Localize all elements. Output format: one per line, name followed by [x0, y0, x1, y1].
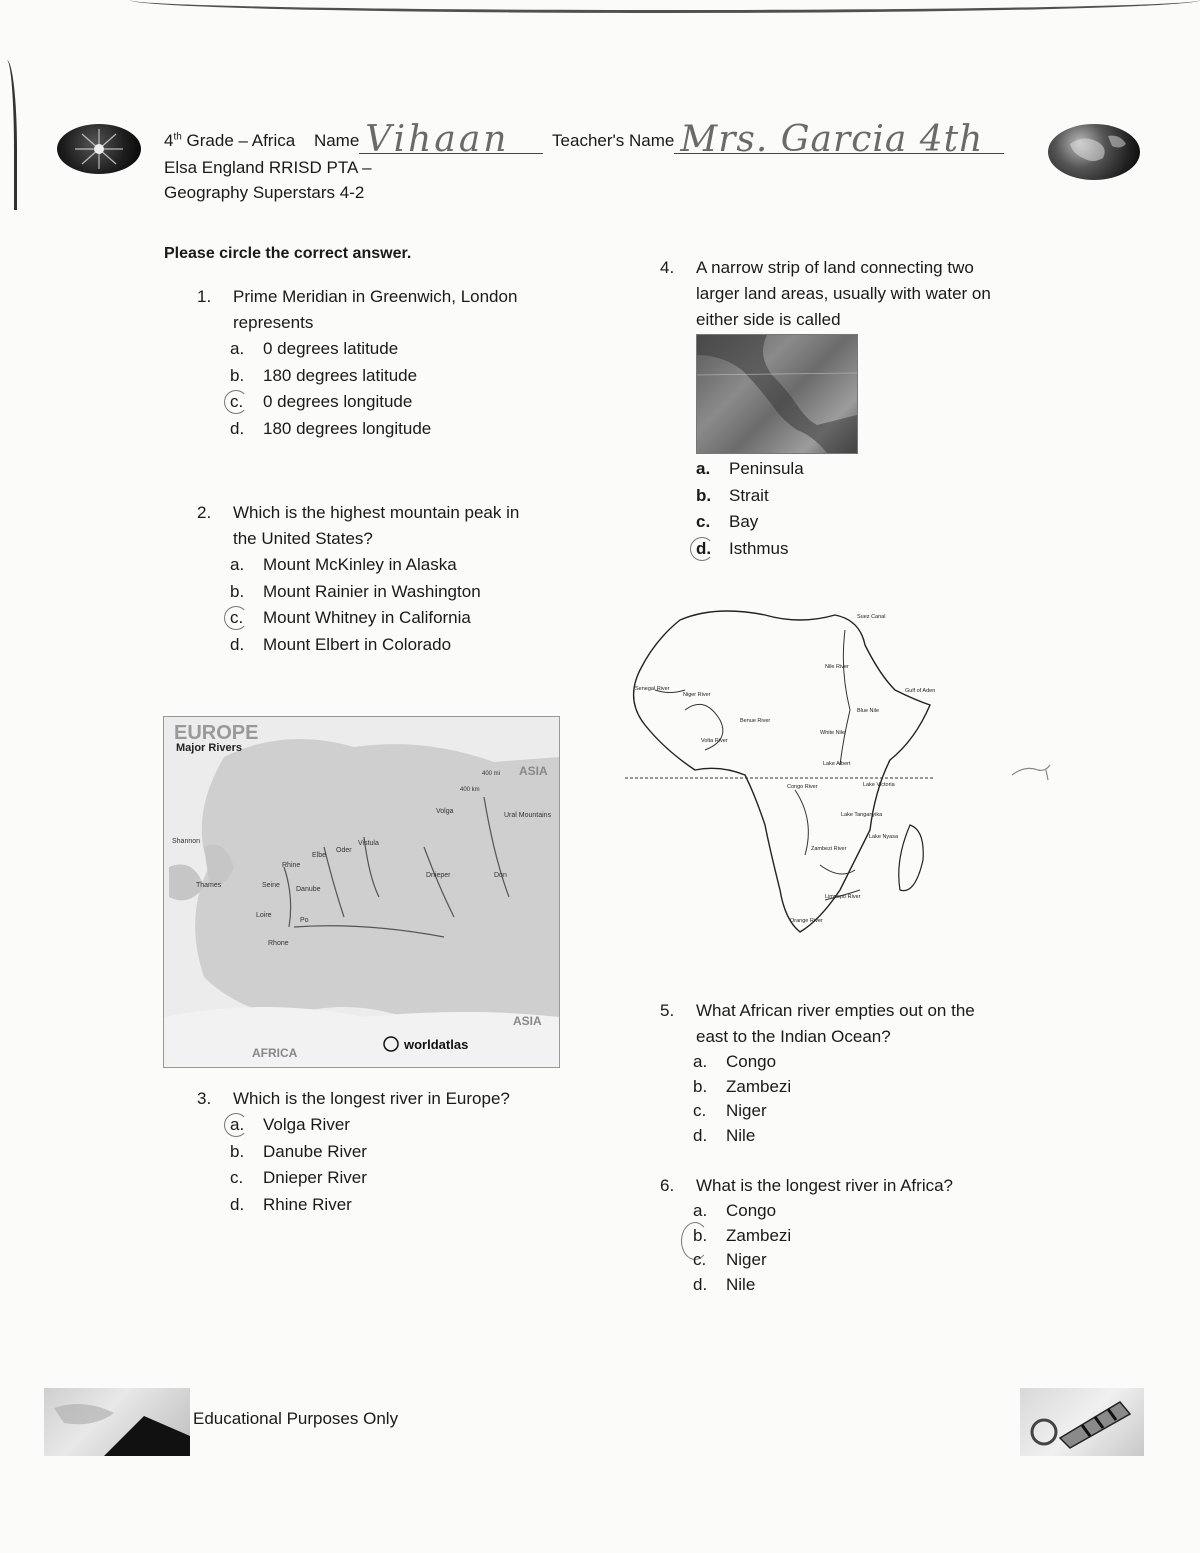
option-d[interactable]: [230, 632, 597, 659]
africa-label: Benue River: [740, 718, 771, 724]
question-3: [197, 1086, 597, 1219]
option-text: Danube River: [263, 1141, 367, 1161]
instructions: Please circle the correct answer.: [164, 245, 412, 262]
question-5: [660, 998, 1060, 1148]
africa-label: Zambezi River: [811, 846, 847, 852]
option-a[interactable]: [693, 1050, 1060, 1075]
option-letter: a.: [696, 459, 711, 478]
option-c[interactable]: [230, 389, 597, 416]
option-b[interactable]: [693, 1075, 1060, 1100]
option-letter: b.: [696, 485, 712, 505]
option-d[interactable]: [230, 1192, 597, 1219]
river-label: Thames: [196, 882, 222, 889]
options-list: [230, 552, 597, 659]
options-list: [230, 1112, 597, 1219]
option-a[interactable]: [230, 552, 597, 579]
europe-rivers-map: [163, 716, 560, 1068]
option-letter: b.: [693, 1225, 708, 1245]
africa-label: Lake Nyasa: [869, 834, 899, 840]
option-c[interactable]: [693, 1099, 1060, 1124]
option-letter: b.: [693, 1076, 708, 1096]
option-text: Mount McKinley in Alaska: [263, 555, 457, 574]
option-text: Dnieper River: [263, 1168, 367, 1188]
europe-map-subtitle: Major Rivers: [176, 742, 243, 754]
river-label: Ural Mountains: [504, 812, 552, 819]
question-text: either side is called: [696, 310, 841, 329]
question-text: Which is the longest river in Europe?: [233, 1089, 510, 1108]
scroll-telescope-icon: [1020, 1388, 1144, 1456]
option-c[interactable]: [693, 1248, 1060, 1273]
isthmus-satellite-image: [696, 334, 858, 454]
option-text: Bay: [729, 512, 759, 532]
option-text: Strait: [729, 485, 769, 505]
river-label: Don: [494, 872, 507, 879]
africa-label: Senegal River: [635, 686, 670, 692]
teacher-field[interactable]: [674, 119, 1004, 160]
africa-label: Orange River: [790, 918, 823, 924]
scan-left-edge: [0, 60, 17, 210]
africa-label: White Nile: [820, 730, 846, 736]
option-d[interactable]: [230, 416, 597, 443]
question-number: 6.: [660, 1176, 675, 1195]
option-c[interactable]: [696, 509, 896, 536]
options-list: [696, 456, 896, 563]
africa-label: Volta River: [701, 738, 728, 744]
option-text: Niger: [726, 1250, 767, 1269]
option-text: 0 degrees longitude: [263, 392, 413, 412]
option-letter: d.: [693, 1274, 708, 1294]
option-text: Volga River: [263, 1115, 350, 1134]
header-line-2: Elsa England RRISD PTA –: [164, 158, 372, 177]
option-letter: a.: [693, 1052, 708, 1071]
europe-map-title: EUROPE: [174, 722, 259, 744]
africa-label: Lake Tanganyika: [841, 812, 883, 818]
river-label: Seine: [262, 882, 280, 889]
pencil-stray-mark: [1010, 760, 1060, 785]
option-a[interactable]: [230, 1112, 597, 1139]
option-b[interactable]: [693, 1224, 1060, 1249]
option-text: Zambezi: [726, 1076, 792, 1096]
option-b[interactable]: [230, 363, 597, 390]
option-text: Isthmus: [729, 539, 789, 559]
africa-label: AFRICA: [252, 1046, 298, 1060]
question-number: 5.: [660, 1001, 675, 1020]
option-b[interactable]: [696, 483, 896, 510]
option-a[interactable]: [693, 1199, 1060, 1224]
question-text: east to the Indian Ocean?: [696, 1027, 891, 1046]
option-text: 0 degrees latitude: [263, 339, 399, 358]
river-label: Rhone: [268, 940, 289, 947]
africa-label: Blue Nile: [857, 708, 880, 714]
river-label: Shannon: [172, 838, 201, 845]
grade-rest: Grade – Africa: [181, 131, 296, 150]
grade-label: 4: [164, 131, 174, 150]
option-a[interactable]: [230, 336, 597, 363]
africa-label: Suez Canal: [857, 614, 886, 620]
option-c[interactable]: [230, 1165, 597, 1192]
africa-label: Gulf of Aden: [905, 688, 936, 694]
river-label: Elbe: [312, 852, 327, 859]
question-1: [197, 284, 597, 443]
question-number: 2.: [197, 503, 212, 522]
option-text: Rhine River: [263, 1195, 352, 1215]
question-number: 4.: [660, 258, 675, 277]
option-text: Congo: [726, 1201, 777, 1220]
question-2: [197, 500, 597, 659]
question-text: Prime Meridian in Greenwich, London: [233, 287, 518, 306]
option-text: Nile: [726, 1125, 756, 1145]
option-letter: d.: [230, 419, 245, 439]
header-line-1: [164, 119, 1064, 160]
river-label: Dnieper: [426, 872, 451, 879]
option-text: Mount Elbert in Colorado: [263, 635, 452, 655]
scale-mi: 400 mi: [482, 771, 501, 777]
option-b[interactable]: [230, 579, 597, 606]
question-text: the United States?: [233, 529, 373, 548]
option-letter: b.: [230, 581, 245, 601]
option-letter: c.: [693, 1101, 707, 1120]
scale-km: 400 km: [460, 787, 480, 793]
river-label: Vistula: [358, 840, 379, 847]
option-letter: d.: [230, 1195, 245, 1215]
question-6: [660, 1173, 1060, 1297]
africa-label: Lake Victoria: [863, 782, 895, 788]
africa-label: Niger River: [683, 692, 711, 698]
option-letter: c.: [230, 608, 244, 628]
compass-emblem-icon: [57, 124, 141, 174]
africa-label: Lake Albert: [823, 761, 851, 767]
option-text: Nile: [726, 1274, 756, 1294]
option-text: Mount Rainier in Washington: [263, 581, 481, 601]
header-line-3: Geography Superstars 4-2: [164, 183, 365, 202]
option-text: Congo: [726, 1052, 777, 1071]
river-label: Oder: [336, 847, 352, 854]
question-number: 1.: [197, 287, 212, 306]
teacher-label: Teacher's Name: [552, 131, 675, 150]
question-4: [660, 255, 1060, 333]
question-4-options: [696, 456, 896, 563]
asia-label-bottom: ASIA: [513, 1014, 542, 1028]
africa-label: Congo River: [787, 784, 818, 790]
option-letter: a.: [230, 339, 245, 358]
river-label: Loire: [256, 912, 272, 919]
option-text: Zambezi: [726, 1225, 792, 1245]
africa-label: Nile River: [825, 664, 849, 670]
question-number: 3.: [197, 1089, 212, 1108]
name-label: Name: [313, 131, 360, 150]
option-letter: d.: [693, 1125, 708, 1145]
option-text: Peninsula: [729, 459, 804, 478]
option-d[interactable]: [693, 1124, 1060, 1149]
option-letter: c.: [230, 392, 244, 412]
river-label: Danube: [296, 886, 321, 893]
question-text: represents: [233, 313, 314, 332]
river-label: Rhine: [282, 862, 301, 869]
option-letter: c.: [696, 512, 711, 532]
option-letter: c.: [230, 1168, 244, 1188]
option-letter: d.: [230, 635, 245, 655]
name-field[interactable]: [359, 119, 543, 160]
option-b[interactable]: [230, 1139, 597, 1166]
teacher-name: Mrs. Garcia 4th: [680, 119, 984, 160]
scan-top-edge: [130, 0, 1200, 13]
option-a[interactable]: [696, 456, 896, 483]
africa-label: Limpopo River: [825, 894, 861, 900]
question-text: larger land areas, usually with water on: [696, 284, 991, 303]
options-list: [693, 1050, 1060, 1148]
options-list: [693, 1199, 1060, 1297]
river-label: Volga: [436, 808, 454, 815]
option-text: 180 degrees latitude: [263, 365, 418, 385]
option-letter: c.: [693, 1250, 707, 1269]
option-letter: a.: [230, 1115, 245, 1134]
passport-map-icon: [44, 1388, 190, 1456]
student-name: Vihaan: [365, 119, 510, 160]
question-text: Which is the highest mountain peak in: [233, 503, 520, 522]
option-letter: a.: [693, 1201, 708, 1220]
asia-label-top: ASIA: [519, 764, 548, 778]
option-text: Niger: [726, 1101, 767, 1120]
question-text: A narrow strip of land connecting two: [696, 258, 974, 277]
option-letter: b.: [230, 1141, 245, 1161]
question-text: What African river empties out on the: [696, 1001, 975, 1020]
worldatlas-brand: worldatlas: [404, 1037, 469, 1052]
option-d[interactable]: [693, 1273, 1060, 1298]
footer-text: Educational Purposes Only: [193, 1409, 399, 1428]
question-text: What is the longest river in Africa?: [696, 1176, 954, 1195]
river-label: Po: [300, 917, 309, 924]
africa-rivers-map: [625, 600, 945, 945]
option-letter: a.: [230, 555, 245, 574]
option-d[interactable]: [696, 536, 896, 563]
option-letter: d.: [696, 539, 712, 559]
option-c[interactable]: [230, 605, 597, 632]
option-letter: b.: [230, 365, 245, 385]
option-text: 180 degrees longitude: [263, 419, 432, 439]
option-text: Mount Whitney in California: [263, 608, 471, 628]
grade-sup: th: [173, 131, 182, 143]
options-list: [230, 336, 597, 443]
